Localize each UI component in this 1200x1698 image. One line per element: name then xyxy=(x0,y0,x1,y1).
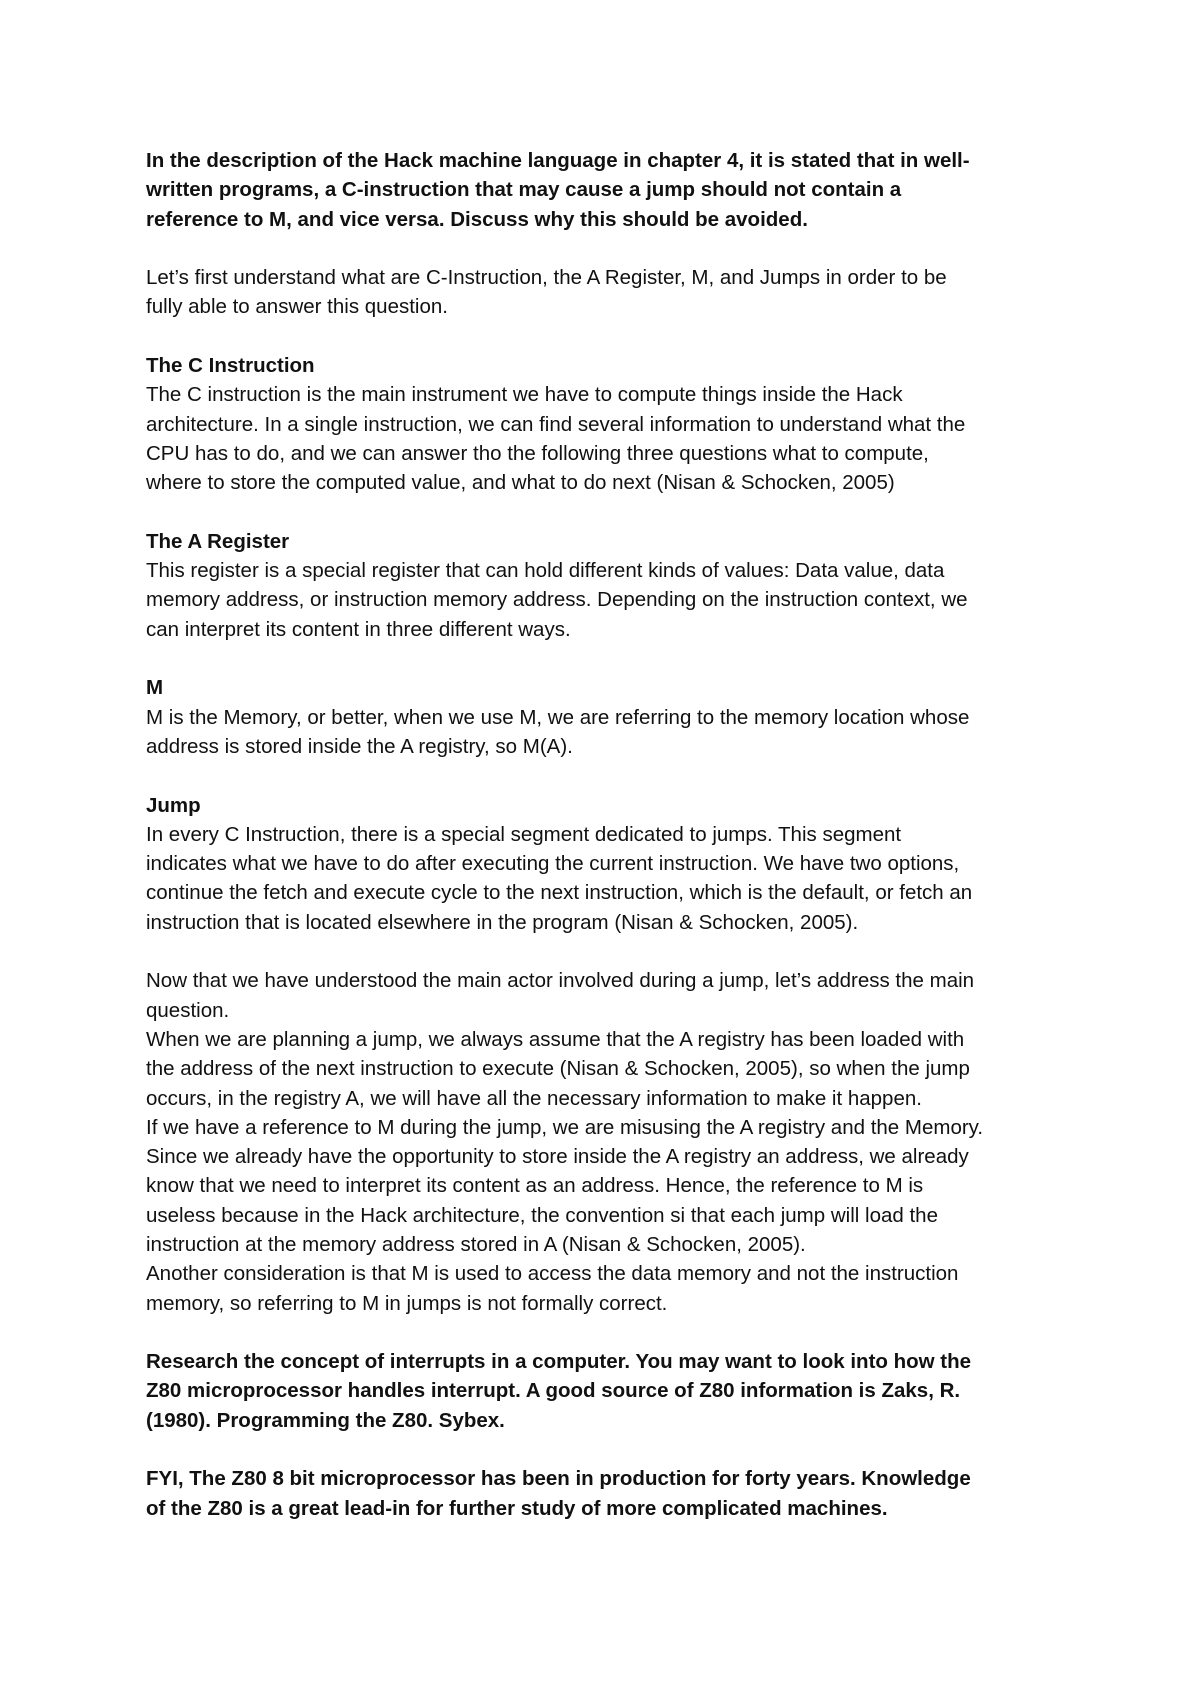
answer-line: Now that we have understood the main actor involved during a jump, let’s address the main xyxy=(146,969,975,993)
question-1-line: reference to M, and vice versa. Discuss why this should be avoided. xyxy=(146,207,808,231)
intro-line: Let’s first understand what are C-Instruction, the A Register, M, and Jumps in order to be xyxy=(146,266,947,290)
section-line: memory address, or instruction memory address. Depending on the instruction context, we xyxy=(146,588,968,612)
section-line: CPU has to do, and we can answer tho the following three questions what to compute, xyxy=(146,441,929,465)
answer-line: useless because in the Hack architecture, the convention si that each jump will load the xyxy=(146,1203,938,1227)
section-heading: Jump xyxy=(146,793,201,817)
question-1-line: written programs, a C-instruction that may cause a jump should not contain a xyxy=(146,178,902,202)
section-line: where to store the computed value, and what to do next (Nisan & Schocken, 2005) xyxy=(146,471,895,495)
section-body xyxy=(146,703,1076,762)
question-2 xyxy=(146,1347,1076,1435)
question-1-line: In the description of the Hack machine language in chapter 4, it is stated that in well- xyxy=(146,149,970,172)
section-body xyxy=(146,380,1076,497)
question-2-line: Z80 microprocessor handles interrupt. A good source of Z80 information is Zaks, R. xyxy=(146,1379,961,1403)
section-line: architecture. In a single instruction, we can find several information to understand what the xyxy=(146,412,966,436)
section-a-register xyxy=(146,527,1076,644)
document-page xyxy=(146,146,1076,1523)
answer-paragraph xyxy=(146,966,1076,1318)
intro-paragraph xyxy=(146,263,1076,322)
answer-line: the address of the next instruction to execute (Nisan & Schocken, 2005), so when the jump xyxy=(146,1057,970,1081)
section-line: This register is a special register that can hold different kinds of values: Data value, data xyxy=(146,559,945,583)
section-jump xyxy=(146,791,1076,937)
section-line: continue the fetch and execute cycle to the next instruction, which is the default, or fetch an xyxy=(146,881,973,905)
section-line: The C instruction is the main instrument we have to compute things inside the Hack xyxy=(146,383,903,407)
answer-line: Another consideration is that M is used to access the data memory and not the instruction xyxy=(146,1262,959,1286)
section-heading: The C Instruction xyxy=(146,354,315,378)
answer-line: If we have a reference to M during the jump, we are misusing the A registry and the Memory. xyxy=(146,1115,984,1139)
section-line: instruction that is located elsewhere in the program (Nisan & Schocken, 2005). xyxy=(146,910,859,934)
question-2-line: (1980). Programming the Z80. Sybex. xyxy=(146,1408,505,1432)
section-body xyxy=(146,556,1076,644)
section-m xyxy=(146,673,1076,761)
section-heading: M xyxy=(146,676,164,700)
fyi-line: of the Z80 is a great lead-in for further study of more complicated machines. xyxy=(146,1496,888,1520)
intro-line: fully able to answer this question. xyxy=(146,295,448,319)
answer-line: occurs, in the registry A, we will have all the necessary information to make it happen. xyxy=(146,1086,922,1110)
question-2-line: Research the concept of interrupts in a computer. You may want to look into how the xyxy=(146,1350,972,1374)
answer-line: When we are planning a jump, we always assume that the A registry has been loaded with xyxy=(146,1027,965,1051)
fyi-line: FYI, The Z80 8 bit microprocessor has been in production for forty years. Knowledge xyxy=(146,1467,971,1491)
answer-line: memory, so referring to M in jumps is not formally correct. xyxy=(146,1291,668,1315)
section-body xyxy=(146,820,1076,937)
answer-line: question. xyxy=(146,998,230,1022)
section-line: M is the Memory, or better, when we use M, we are referring to the memory location whose xyxy=(146,705,970,729)
answer-line: Since we already have the opportunity to store inside the A registry an address, we already xyxy=(146,1145,969,1169)
fyi-note xyxy=(146,1464,1076,1523)
section-line: can interpret its content in three different ways. xyxy=(146,617,571,641)
section-line: indicates what we have to do after executing the current instruction. We have two options, xyxy=(146,852,960,876)
section-line: In every C Instruction, there is a special segment dedicated to jumps. This segment xyxy=(146,822,902,846)
section-heading: The A Register xyxy=(146,529,290,553)
answer-line: instruction at the memory address stored in A (Nisan & Schocken, 2005). xyxy=(146,1232,806,1256)
answer-line: know that we need to interpret its content as an address. Hence, the reference to M is xyxy=(146,1174,924,1198)
section-c-instruction xyxy=(146,351,1076,497)
question-1 xyxy=(146,146,1076,234)
section-line: address is stored inside the A registry, so M(A). xyxy=(146,734,573,758)
